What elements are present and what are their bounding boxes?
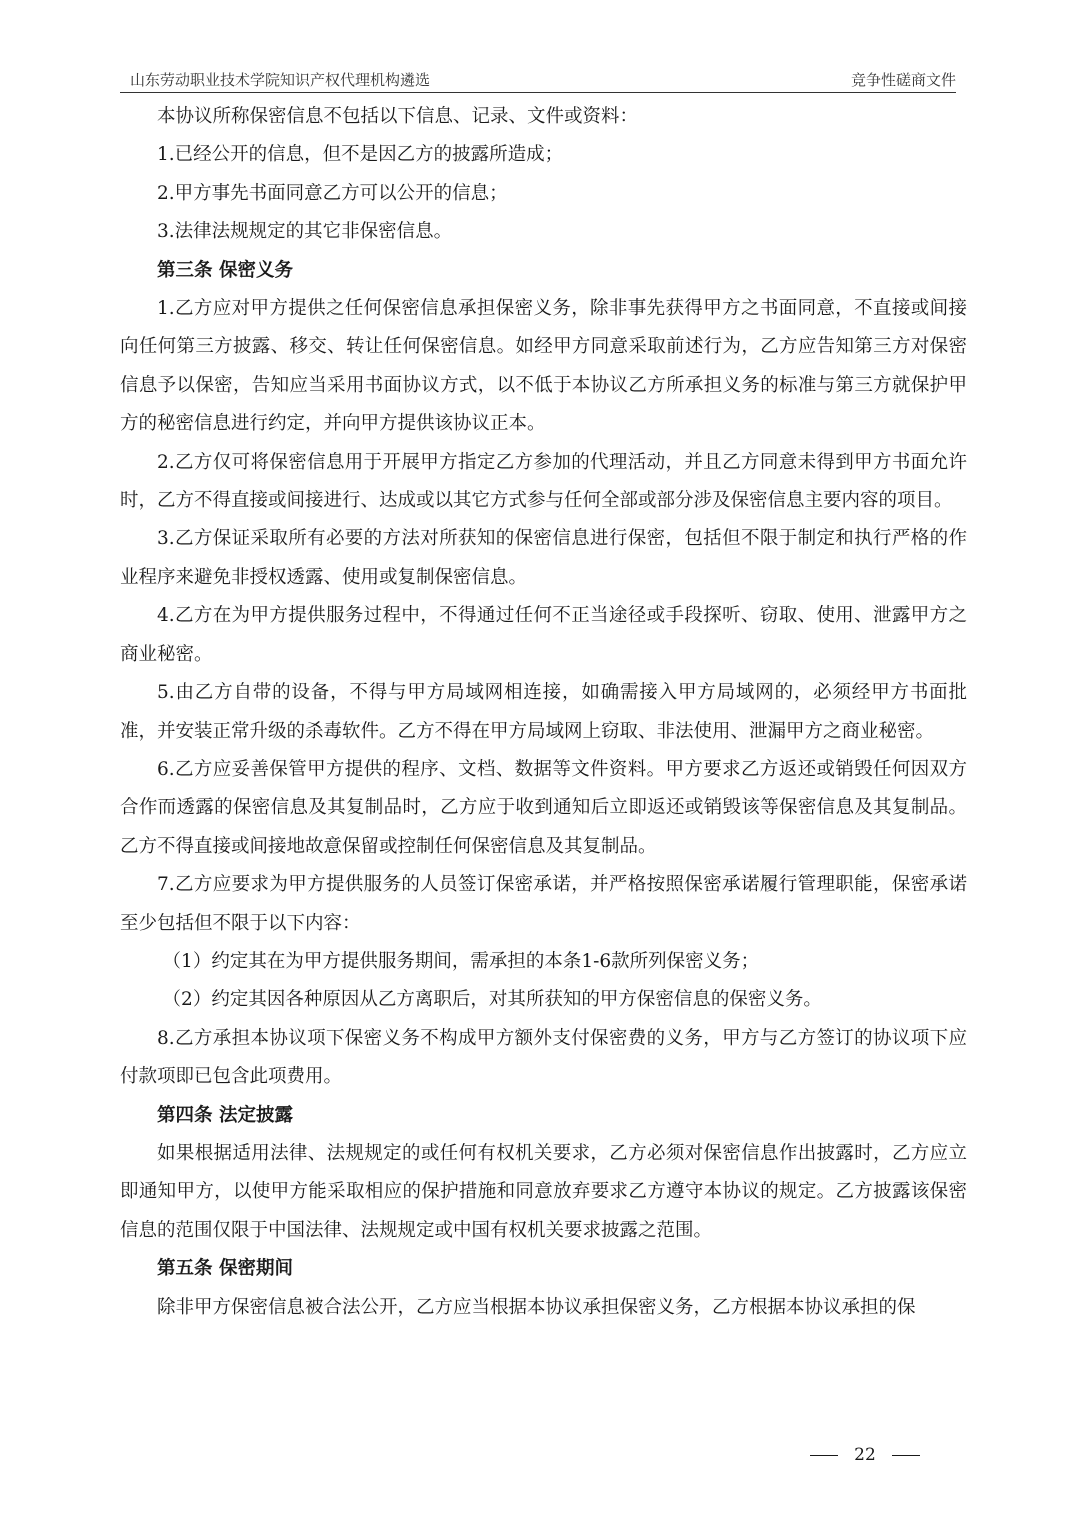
section-heading: 第五条 保密期间: [157, 1258, 293, 1280]
footer-dash-left: [810, 1455, 838, 1456]
list-item: 2.甲方事先书面同意乙方可以公开的信息；: [157, 182, 508, 204]
clause: 6.乙方应妥善保管甲方提供的程序、文档、数据等文件资料。甲方要求乙方返还或销毁任何因双方合作而透露的保密信息及其复制品时，乙方应于收到通知后立即返还或销毁该等保密信息及其复制品。乙方不得直接或间接地故意保留或控制任何保密信息及其复制品。: [120, 758, 967, 857]
page-number: 22: [854, 1445, 876, 1465]
paragraph: 如果根据适用法律、法规规定的或任何有权机关要求，乙方必须对保密信息作出披露时，乙方应立即通知甲方，以使甲方能采取相应的保护措施和同意放弃要求乙方遵守本协议的规定。乙方披露该保密信息的范围仅限于中国法律、法规规定或中国有权机关要求披露之范围。: [120, 1142, 967, 1241]
header-title: 山东劳动职业技术学院知识产权代理机构遴选: [130, 71, 431, 89]
paragraph: 除非甲方保密信息被合法公开，乙方应当根据本协议承担保密义务，乙方根据本协议承担的保: [157, 1296, 916, 1318]
clause: 2.乙方仅可将保密信息用于开展甲方指定乙方参加的代理活动，并且乙方同意未得到甲方书面允许时，乙方不得直接或间接进行、达成或以其它方式参与任何全部或部分涉及保密信息主要内容的项目。: [120, 451, 967, 512]
page-footer: [810, 1438, 920, 1472]
page-header: [120, 70, 956, 93]
document-body: [120, 98, 967, 1327]
footer-dash-right: [892, 1455, 920, 1456]
clause: 4.乙方在为甲方提供服务过程中，不得通过任何不正当途径或手段探听、窃取、使用、泄露甲方之商业秘密。: [120, 605, 967, 665]
section-heading: 第三条 保密义务: [157, 259, 293, 281]
header-document-type: 竞争性磋商文件: [850, 71, 956, 89]
clause: 7.乙方应要求为甲方提供服务的人员签订保密承诺，并严格按照保密承诺履行管理职能，保密承诺至少包括但不限于以下内容：: [120, 874, 967, 934]
clause: 1.乙方应对甲方提供之任何保密信息承担保密义务，除非事先获得甲方之书面同意，不直接或间接向任何第三方披露、移交、转让任何保密信息。如经甲方同意采取前述行为，乙方应告知第三方对保密信息予以保密，告知应当采用书面协议方式，以不低于本协议乙方所承担义务的标准与第三方就保护甲方的秘密信息进行约定，并向甲方提供该协议正本。: [120, 298, 967, 435]
sub-clause: （1）约定其在为甲方提供服务期间，需承担的本条1-6款所列保密义务；: [162, 950, 760, 972]
sub-clause: （2）约定其因各种原因从乙方离职后，对其所获知的甲方保密信息的保密义务。: [162, 989, 822, 1011]
list-item: 1.已经公开的信息，但不是因乙方的披露所造成；: [157, 144, 564, 166]
paragraph: 本协议所称保密信息不包括以下信息、记录、文件或资料：: [157, 106, 639, 127]
clause: 5.由乙方自带的设备，不得与甲方局域网相连接，如确需接入甲方局域网的，必须经甲方书面批准，并安装正常升级的杀毒软件。乙方不得在甲方局域网上窃取、非法使用、泄漏甲方之商业秘密。: [120, 682, 967, 742]
clause: 3.乙方保证采取所有必要的方法对所获知的保密信息进行保密，包括但不限于制定和执行严格的作业程序来避免非授权透露、使用或复制保密信息。: [120, 528, 967, 588]
clause: 8.乙方承担本协议项下保密义务不构成甲方额外支付保密费的义务，甲方与乙方签订的协议项下应付款项即已包含此项费用。: [120, 1027, 967, 1088]
list-item: 3.法律法规规定的其它非保密信息。: [157, 221, 453, 243]
section-heading: 第四条 法定披露: [157, 1104, 293, 1126]
